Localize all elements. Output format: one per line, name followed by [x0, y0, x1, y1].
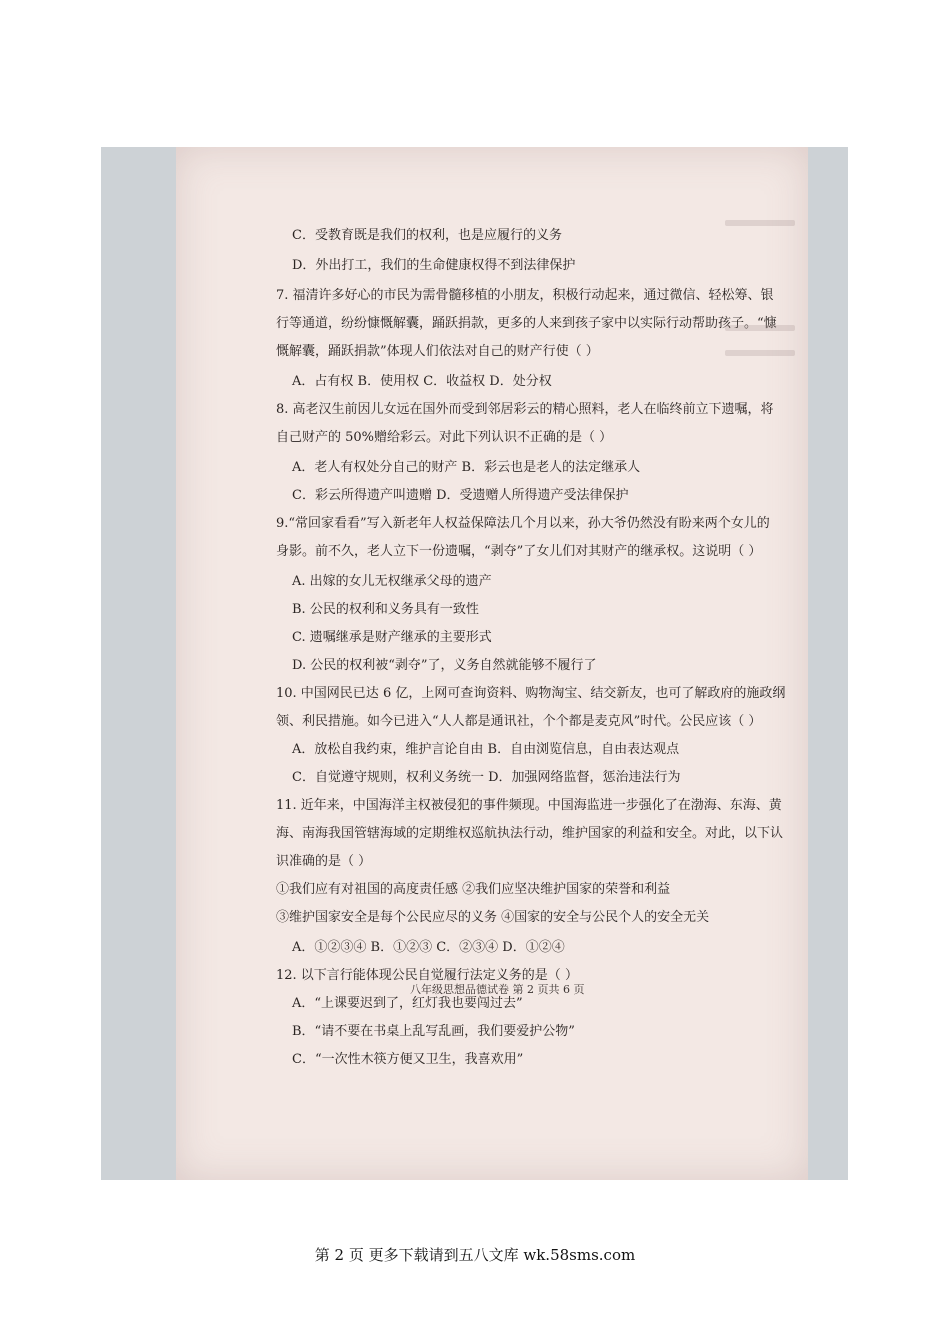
text-line: D．外出打工，我们的生命健康权得不到法律保护 [292, 258, 576, 273]
text-line: 7. 福清许多好心的市民为需骨髓移植的小朋友，积极行动起来，通过微信、轻松筹、银 [276, 288, 774, 303]
text-line: 识准确的是（ ） [276, 854, 372, 869]
text-line: A. 出嫁的女儿无权继承父母的遗产 [292, 574, 492, 589]
exam-page-footer: 八年级思想品德试卷 第 2 页共 6 页 [410, 983, 585, 996]
text-line: A．占有权 B．使用权 C．收益权 D．处分权 [292, 374, 552, 389]
text-line: D. 公民的权利被“剥夺”了，义务自然就能够不履行了 [292, 658, 597, 673]
text-line: C．受教育既是我们的权利，也是应履行的义务 [292, 228, 562, 243]
text-line: ①我们应有对祖国的高度责任感 ②我们应坚决维护国家的荣誉和利益 [276, 882, 671, 897]
text-line: 10. 中国网民已达 6 亿，上网可查询资料、购物淘宝、结交新友，也可了解政府的施政纲 [276, 686, 786, 701]
text-line: A．①②③④ B．①②③ C．②③④ D．①②④ [292, 940, 565, 955]
text-line: 行等通道，纷纷慷慨解囊，踊跃捐款，更多的人来到孩子家中以实际行动帮助孩子。“慷 [276, 316, 777, 331]
text-line: 自己财产的 50%赠给彩云。对此下列认识不正确的是（ ） [276, 430, 613, 445]
site-footer: 第 2 页 更多下载请到五八文库 wk.58sms.com [314, 1246, 636, 1264]
text-line: C．“一次性木筷方便又卫生，我喜欢用” [292, 1052, 524, 1067]
text-line: 12. 以下言行能体现公民自觉履行法定义务的是（ ） [276, 968, 578, 983]
text-line: ③维护国家安全是每个公民应尽的义务 ④国家的安全与公民个人的安全无关 [276, 910, 710, 925]
text-line: C．自觉遵守规则，权利义务统一 D．加强网络监督，惩治违法行为 [292, 770, 681, 785]
bleed-through-mark [725, 220, 795, 226]
text-line: A．老人有权处分自己的财产 B．彩云也是老人的法定继承人 [292, 460, 641, 475]
text-line: C．彩云所得遗产叫遗赠 D．受遗赠人所得遗产受法律保护 [292, 488, 629, 503]
text-line: B. 公民的权利和义务具有一致性 [292, 602, 479, 617]
text-line: 海、南海我国管辖海域的定期维权巡航执法行动，维护国家的利益和安全。对此，以下认 [276, 826, 784, 841]
bleed-through-mark [725, 350, 795, 356]
bleed-through-mark [725, 325, 795, 331]
text-line: B．“请不要在书桌上乱写乱画，我们要爱护公物” [292, 1024, 575, 1039]
text-line: 慨解囊，踊跃捐款”体现人们依法对自己的财产行使（ ） [276, 344, 599, 359]
text-line: 身影。前不久，老人立下一份遗嘱，“剥夺”了女儿们对其财产的继承权。这说明（ ） [276, 544, 762, 559]
text-line: A．放松自我约束，维护言论自由 B．自由浏览信息，自由表达观点 [292, 742, 680, 757]
text-line: 9.“常回家看看”写入新老年人权益保障法几个月以来，孙大爷仍然没有盼来两个女儿的 [276, 516, 770, 531]
text-line: 8. 高老汉生前因儿女远在国外而受到邻居彩云的精心照料，老人在临终前立下遗嘱，将 [276, 402, 774, 417]
text-line: 11. 近年来，中国海洋主权被侵犯的事件频现。中国海监进一步强化了在渤海、东海、黄 [276, 798, 782, 813]
text-line: 领、利民措施。如今已进入“人人都是通讯社，个个都是麦克风”时代。公民应该（ ） [276, 714, 762, 729]
text-line: C. 遗嘱继承是财产继承的主要形式 [292, 630, 492, 645]
text-line: A．“上课要迟到了，红灯我也要闯过去” [292, 996, 523, 1011]
